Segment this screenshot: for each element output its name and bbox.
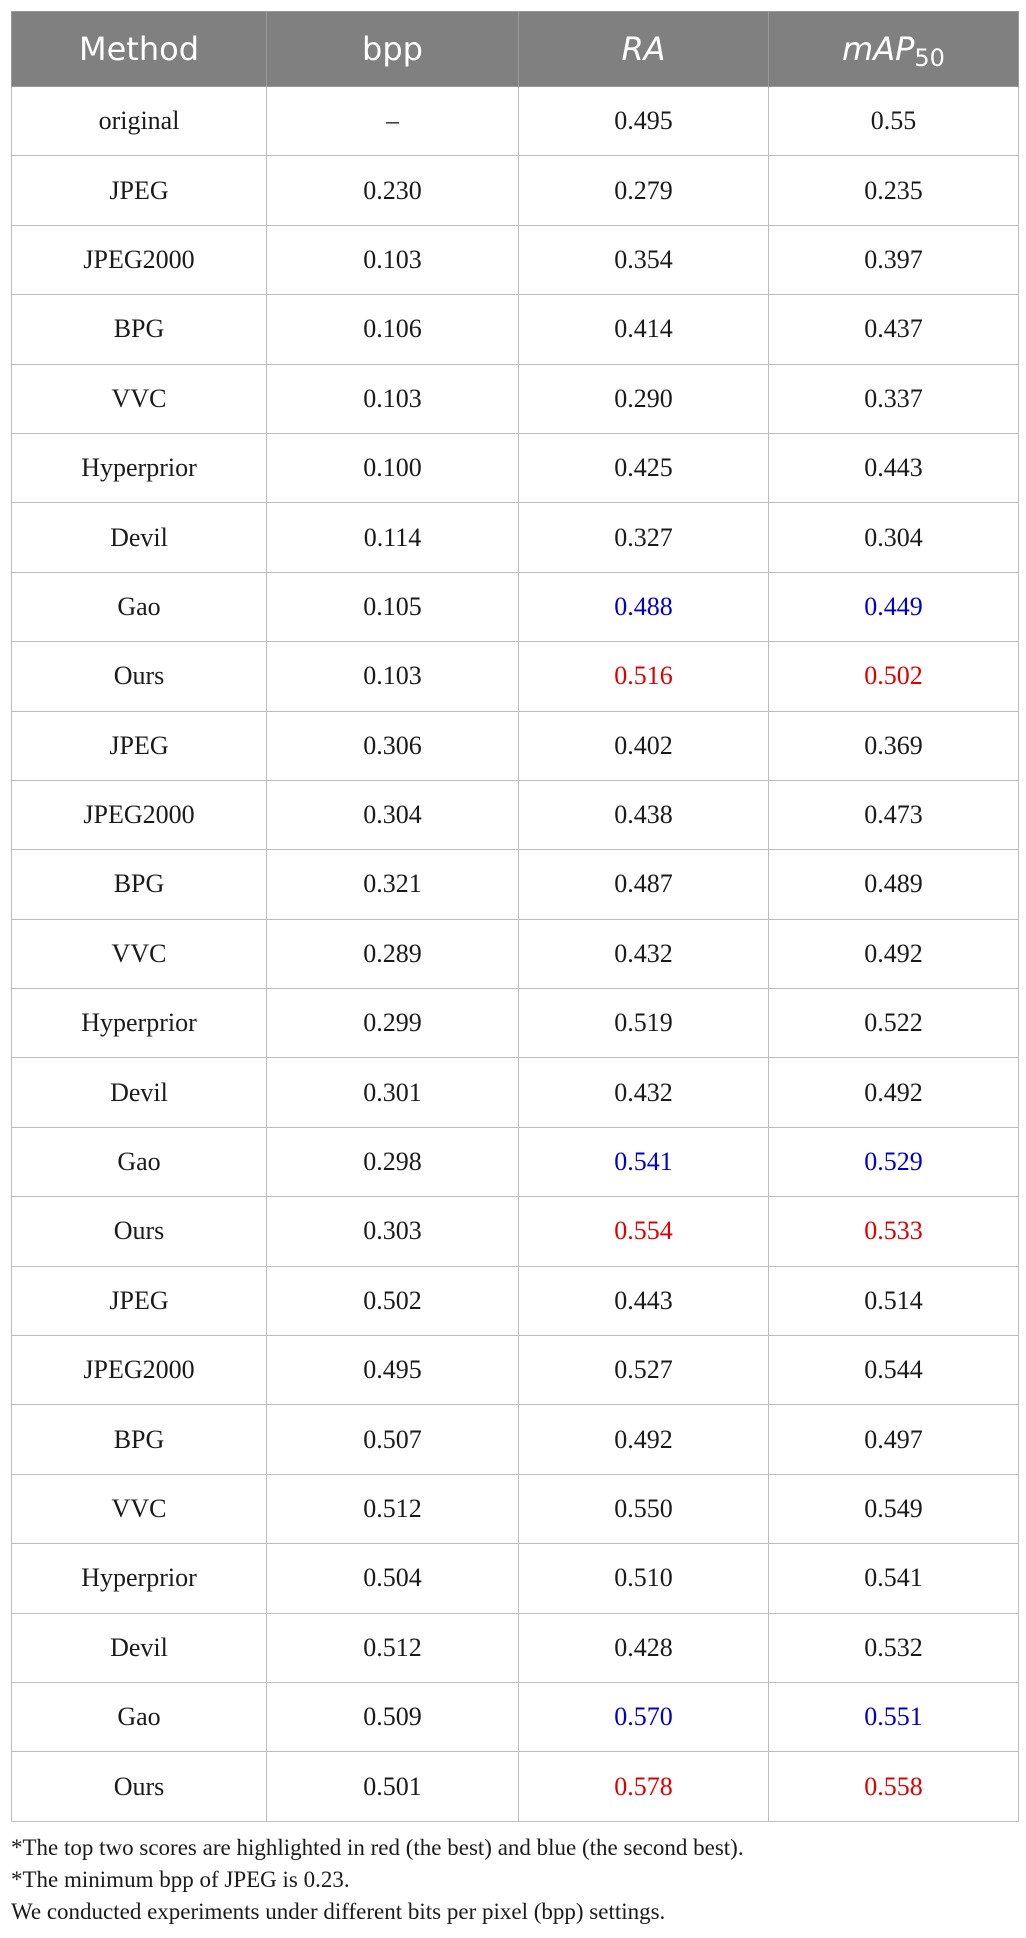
cell-map50: 0.529 (769, 1127, 1019, 1196)
cell-bpp: 0.504 (267, 1544, 519, 1613)
cell-method: JPEG2000 (12, 225, 267, 294)
cell-map50: 0.492 (769, 1058, 1019, 1127)
cell-ra: 0.425 (519, 433, 769, 502)
cell-map50: 0.235 (769, 156, 1019, 225)
cell-method: Gao (12, 1682, 267, 1751)
cell-bpp: 0.103 (267, 364, 519, 433)
cell-method: Devil (12, 1613, 267, 1682)
cell-method: JPEG2000 (12, 780, 267, 849)
table-row (12, 572, 1019, 641)
cell-bpp: 0.303 (267, 1197, 519, 1266)
cell-bpp: 0.103 (267, 225, 519, 294)
cell-bpp: 0.501 (267, 1752, 519, 1821)
cell-map50: 0.497 (769, 1405, 1019, 1474)
cell-map50: 0.337 (769, 364, 1019, 433)
header-map-label: mAP (842, 30, 915, 68)
cell-method: Gao (12, 1127, 267, 1196)
table-row (12, 503, 1019, 572)
cell-bpp: 0.100 (267, 433, 519, 502)
table-row (12, 1544, 1019, 1613)
results-table (11, 11, 1019, 1822)
cell-method: Devil (12, 503, 267, 572)
cell-method: BPG (12, 850, 267, 919)
cell-method: BPG (12, 1405, 267, 1474)
cell-ra: 0.492 (519, 1405, 769, 1474)
cell-map50: 0.532 (769, 1613, 1019, 1682)
cell-method: JPEG (12, 711, 267, 780)
cell-method: JPEG2000 (12, 1336, 267, 1405)
table-row (12, 1682, 1019, 1751)
cell-ra: 0.570 (519, 1682, 769, 1751)
table-row (12, 87, 1019, 156)
table-row (12, 364, 1019, 433)
cell-bpp: 0.230 (267, 156, 519, 225)
cell-bpp: 0.321 (267, 850, 519, 919)
note-highlight: *The top two scores are highlighted in red (the best) and blue (the second best). (11, 1834, 744, 1860)
cell-bpp: 0.304 (267, 780, 519, 849)
cell-bpp: 0.502 (267, 1266, 519, 1335)
cell-method: VVC (12, 364, 267, 433)
table-row (12, 1405, 1019, 1474)
cell-map50: 0.549 (769, 1474, 1019, 1543)
cell-ra: 0.550 (519, 1474, 769, 1543)
cell-ra: 0.541 (519, 1127, 769, 1196)
cell-bpp: – (267, 87, 519, 156)
cell-method: Hyperprior (12, 433, 267, 502)
cell-bpp: 0.103 (267, 642, 519, 711)
table-row (12, 642, 1019, 711)
note-jpeg-min: *The minimum bpp of JPEG is 0.23. (11, 1866, 350, 1892)
cell-bpp: 0.512 (267, 1474, 519, 1543)
cell-bpp: 0.306 (267, 711, 519, 780)
cell-map50: 0.304 (769, 503, 1019, 572)
table-row (12, 919, 1019, 988)
cell-map50: 0.443 (769, 433, 1019, 502)
table-row (12, 1613, 1019, 1682)
cell-ra: 0.414 (519, 295, 769, 364)
cell-method: original (12, 87, 267, 156)
header-map50 (769, 12, 1019, 87)
table-body (12, 87, 1019, 1822)
cell-ra: 0.290 (519, 364, 769, 433)
cell-ra: 0.488 (519, 572, 769, 641)
cell-bpp: 0.509 (267, 1682, 519, 1751)
header-ra-label: RA (621, 30, 666, 68)
cell-method: Hyperprior (12, 1544, 267, 1613)
table-row (12, 780, 1019, 849)
table-row (12, 225, 1019, 294)
cell-ra: 0.428 (519, 1613, 769, 1682)
cell-ra: 0.432 (519, 1058, 769, 1127)
cell-ra: 0.432 (519, 919, 769, 988)
table-row (12, 1474, 1019, 1543)
cell-ra: 0.495 (519, 87, 769, 156)
cell-bpp: 0.289 (267, 919, 519, 988)
cell-map50: 0.514 (769, 1266, 1019, 1335)
table-row (12, 1058, 1019, 1127)
cell-map50: 0.502 (769, 642, 1019, 711)
cell-method: Ours (12, 1197, 267, 1266)
table-row (12, 1197, 1019, 1266)
cell-map50: 0.55 (769, 87, 1019, 156)
table-row (12, 1336, 1019, 1405)
cell-map50: 0.489 (769, 850, 1019, 919)
cell-method: BPG (12, 295, 267, 364)
cell-map50: 0.551 (769, 1682, 1019, 1751)
note-bpp-settings: We conducted experiments under different bits per pixel (bpp) settings. (11, 1898, 666, 1924)
cell-bpp: 0.301 (267, 1058, 519, 1127)
cell-map50: 0.397 (769, 225, 1019, 294)
cell-bpp: 0.105 (267, 572, 519, 641)
cell-ra: 0.516 (519, 642, 769, 711)
cell-ra: 0.327 (519, 503, 769, 572)
table-row (12, 711, 1019, 780)
cell-ra: 0.402 (519, 711, 769, 780)
table-row (12, 295, 1019, 364)
cell-map50: 0.369 (769, 711, 1019, 780)
cell-ra: 0.527 (519, 1336, 769, 1405)
cell-map50: 0.437 (769, 295, 1019, 364)
cell-map50: 0.492 (769, 919, 1019, 988)
table-row (12, 989, 1019, 1058)
cell-bpp: 0.507 (267, 1405, 519, 1474)
results-table-container (11, 11, 1018, 1928)
cell-map50: 0.522 (769, 989, 1019, 1058)
cell-ra: 0.438 (519, 780, 769, 849)
cell-bpp: 0.299 (267, 989, 519, 1058)
cell-ra: 0.354 (519, 225, 769, 294)
header-ra (519, 12, 769, 87)
cell-bpp: 0.106 (267, 295, 519, 364)
cell-method: Devil (12, 1058, 267, 1127)
table-row (12, 433, 1019, 502)
table-row (12, 1266, 1019, 1335)
cell-ra: 0.519 (519, 989, 769, 1058)
cell-map50: 0.449 (769, 572, 1019, 641)
cell-method: Gao (12, 572, 267, 641)
header-row (12, 12, 1019, 87)
table-row (12, 1127, 1019, 1196)
cell-method: JPEG (12, 1266, 267, 1335)
table-row (12, 156, 1019, 225)
cell-method: Hyperprior (12, 989, 267, 1058)
cell-method: Ours (12, 1752, 267, 1821)
cell-ra: 0.510 (519, 1544, 769, 1613)
cell-method: VVC (12, 919, 267, 988)
cell-bpp: 0.114 (267, 503, 519, 572)
cell-map50: 0.473 (769, 780, 1019, 849)
cell-map50: 0.533 (769, 1197, 1019, 1266)
cell-bpp: 0.495 (267, 1336, 519, 1405)
header-map-subscript: 50 (914, 44, 945, 72)
table-notes (11, 1832, 1018, 1928)
cell-method: Ours (12, 642, 267, 711)
table-row (12, 850, 1019, 919)
cell-map50: 0.541 (769, 1544, 1019, 1613)
cell-ra: 0.443 (519, 1266, 769, 1335)
cell-map50: 0.544 (769, 1336, 1019, 1405)
table-row (12, 1752, 1019, 1821)
cell-method: VVC (12, 1474, 267, 1543)
cell-method: JPEG (12, 156, 267, 225)
cell-ra: 0.279 (519, 156, 769, 225)
header-method: Method (12, 12, 267, 87)
cell-ra: 0.487 (519, 850, 769, 919)
header-bpp: bpp (267, 12, 519, 87)
cell-bpp: 0.298 (267, 1127, 519, 1196)
cell-ra: 0.554 (519, 1197, 769, 1266)
cell-bpp: 0.512 (267, 1613, 519, 1682)
cell-map50: 0.558 (769, 1752, 1019, 1821)
cell-ra: 0.578 (519, 1752, 769, 1821)
